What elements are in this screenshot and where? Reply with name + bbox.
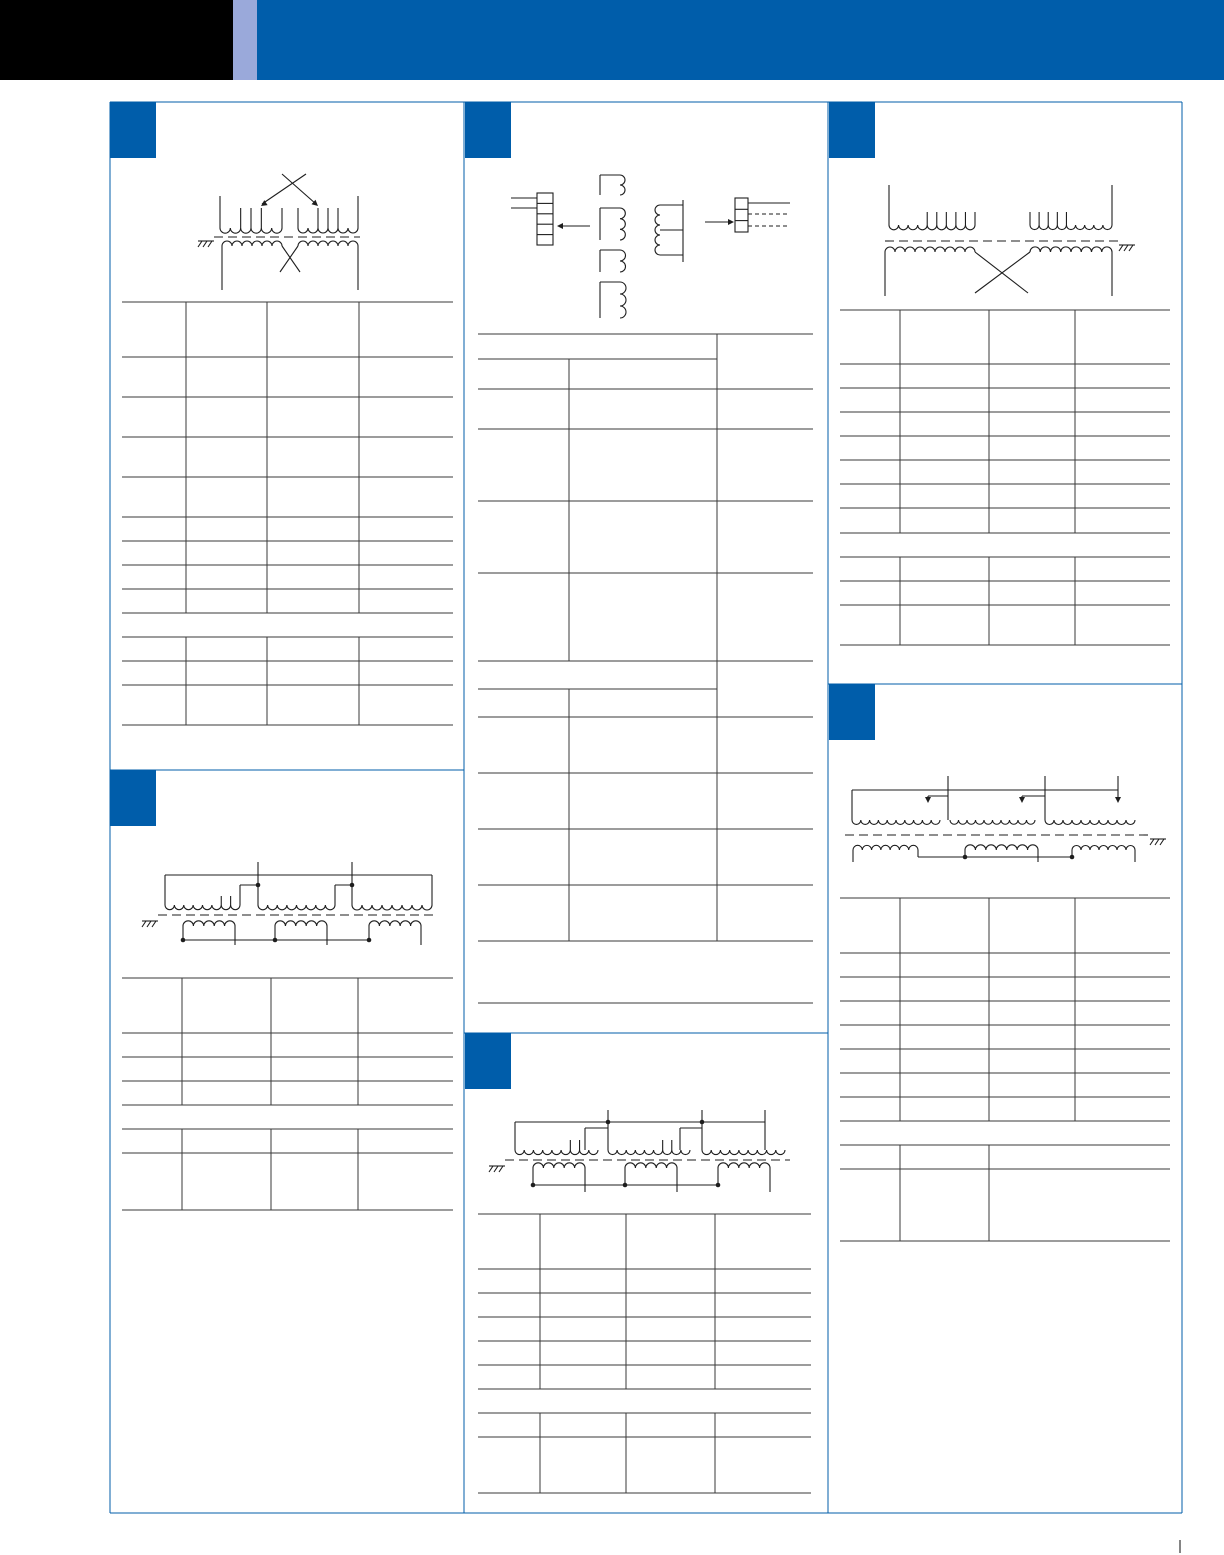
ground-hatch: [142, 921, 146, 927]
winding-coil: [352, 905, 432, 910]
junction-dot: [716, 1183, 721, 1188]
terminal-block: [735, 198, 748, 232]
winding-coil: [1030, 225, 1112, 230]
winding-coil: [298, 228, 358, 233]
arrow-icon: [1019, 797, 1025, 803]
cross-lead: [280, 246, 298, 272]
panel-marker: [110, 102, 156, 158]
junction-dot: [606, 1120, 611, 1125]
wiring-diagram: [142, 862, 435, 945]
cross-lead: [282, 246, 300, 272]
junction-dot: [367, 938, 372, 943]
spec-table: [478, 1214, 811, 1493]
winding-coil: [620, 250, 626, 272]
ground-icon: [198, 241, 214, 247]
spec-table: [478, 334, 813, 1003]
ground-hatch: [203, 241, 207, 247]
ground-hatch: [1129, 245, 1133, 251]
junction-dot: [256, 883, 261, 888]
junction-dot: [623, 1183, 628, 1188]
winding-coil: [889, 225, 975, 230]
junction-dot: [181, 938, 186, 943]
arrow-icon: [557, 223, 563, 229]
ground-hatch: [1124, 245, 1128, 251]
panel-right-top: [840, 185, 1170, 645]
winding-coil: [625, 1163, 677, 1168]
winding-coil: [885, 247, 975, 252]
winding-coil: [220, 228, 282, 233]
winding-coil: [1030, 247, 1112, 252]
panel-marker: [110, 770, 156, 826]
ground-hatch: [208, 241, 212, 247]
panel-middle-bottom: [478, 1110, 811, 1493]
spec-table: [122, 978, 453, 1210]
wiring-diagram: [489, 1110, 790, 1192]
winding-coil: [620, 208, 625, 240]
winding-coil: [1045, 820, 1135, 825]
wiring-diagram: [198, 174, 360, 290]
ground-hatch: [494, 1166, 498, 1172]
winding-coil: [620, 175, 625, 195]
winding-coil: [275, 921, 327, 926]
winding-coil: [853, 845, 918, 850]
panel-marker: [829, 684, 875, 740]
ground-hatch: [1150, 839, 1154, 845]
ground-icon: [489, 1166, 505, 1172]
ground-icon: [142, 921, 158, 927]
spec-table: [122, 302, 453, 725]
wiring-diagram: [845, 776, 1166, 862]
winding-coil: [702, 1150, 785, 1155]
winding-coil: [718, 1163, 770, 1168]
panel-marker: [465, 102, 511, 158]
junction-dot: [350, 883, 355, 888]
junction-dot: [1070, 855, 1075, 860]
ground-hatch: [1160, 839, 1164, 845]
winding-coil: [655, 205, 660, 255]
junction-dot: [531, 1183, 536, 1188]
arrow-icon: [1115, 797, 1121, 803]
ground-hatch: [1119, 245, 1123, 251]
winding-coil: [222, 241, 282, 246]
wiring-diagram: [885, 185, 1135, 296]
winding-coil: [165, 905, 240, 910]
panel-right-bottom: [840, 776, 1170, 1241]
arrow-icon: [925, 797, 931, 803]
spec-table: [840, 310, 1170, 645]
panel-left-bottom: [122, 862, 453, 1210]
winding-coil: [1072, 846, 1135, 851]
winding-coil: [965, 845, 1038, 850]
winding-coil: [369, 921, 421, 926]
winding-coil: [298, 241, 358, 246]
winding-coil: [258, 905, 335, 910]
winding-coil: [608, 1150, 690, 1155]
panel-marker: [829, 102, 875, 158]
wiring-diagram: [511, 175, 790, 318]
junction-dot: [273, 938, 278, 943]
junction-dot: [700, 1120, 705, 1125]
spec-table: [840, 898, 1170, 1241]
ground-hatch: [1155, 839, 1159, 845]
winding-coil: [620, 282, 626, 318]
ground-icon: [1119, 245, 1135, 251]
content-frame: [110, 102, 1182, 1513]
ground-hatch: [152, 921, 156, 927]
ground-hatch: [489, 1166, 493, 1172]
winding-coil: [950, 820, 1035, 824]
ground-icon: [1150, 839, 1166, 845]
ground-hatch: [499, 1166, 503, 1172]
winding-coil: [533, 1163, 585, 1168]
winding-coil: [852, 820, 940, 824]
panel-middle-top: [478, 175, 813, 1003]
junction-dot: [963, 855, 968, 860]
arrow-icon: [728, 219, 734, 225]
terminal-block: [537, 193, 553, 245]
winding-coil: [183, 921, 235, 926]
ground-hatch: [198, 241, 202, 247]
winding-coil: [515, 1150, 598, 1155]
panel-left-top: [122, 174, 453, 725]
panel-marker: [465, 1033, 511, 1089]
ground-hatch: [147, 921, 151, 927]
